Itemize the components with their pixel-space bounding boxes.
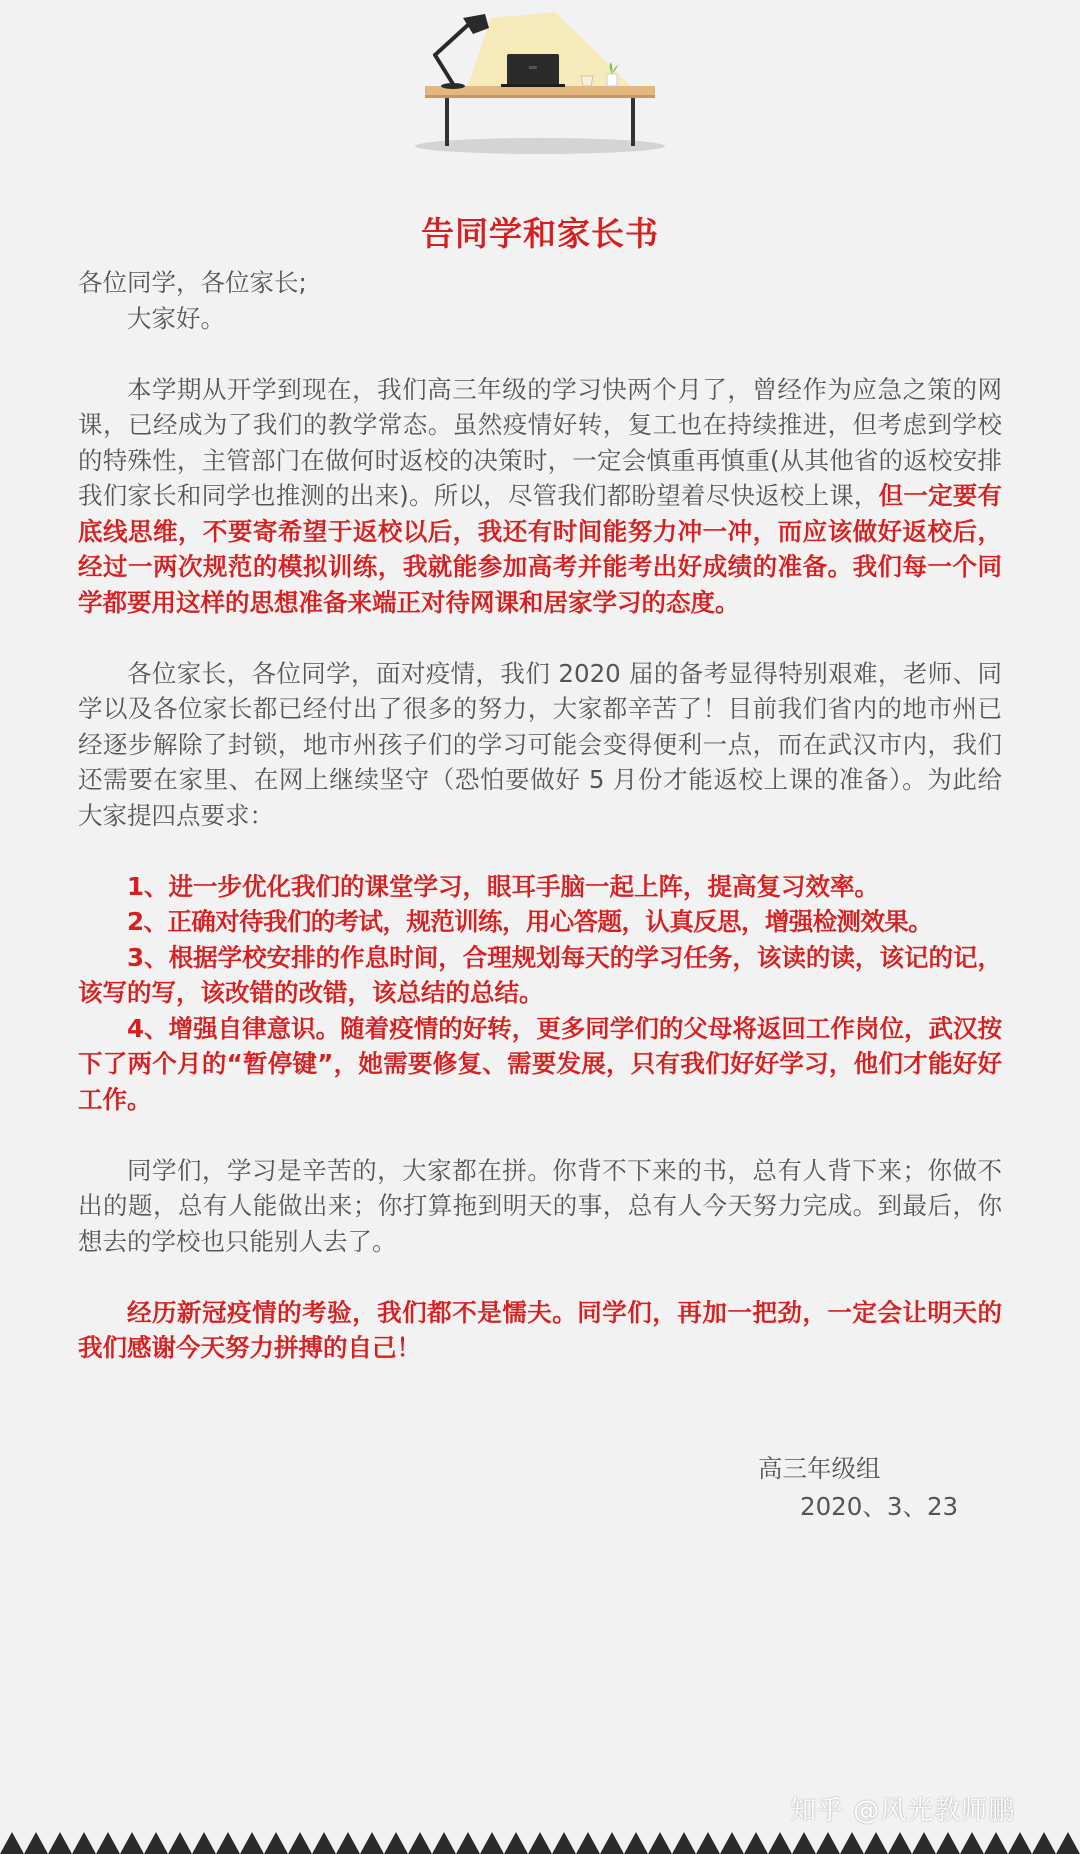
paragraph-2: 各位家长，各位同学，面对疫情，我们 2020 届的备考显得特别艰难，老师、同学以及各位家长都已经付出了很多的努力，大家都辛苦了！目前我们省内的地市州已经逐步解除了封锁，地市州孩子们的学习可能会变得便利一点，而在武汉市内，我们还需要在家里、在网上继续坚守（恐怕要做好 5 月份才能返校上课的准备）。为此给大家提四点要求： xyxy=(78,658,1002,830)
requirement-3: 3、根据学校安排的作息时间，合理规划每天的学习任务，该读的读，该记的记，该写的写，该改错的改错，该总结的总结。 xyxy=(78,942,1002,1007)
letter-title: 告同学和家长书 xyxy=(421,214,659,253)
signature-block xyxy=(758,1450,958,1526)
desk-shadow xyxy=(415,138,665,154)
zhihu-watermark: 知乎 @风光教师鹏 xyxy=(790,1796,1016,1826)
paragraph-1-emphasis: 但一定要有底线思维，不要寄希望于返校以后，我还有时间能努力冲一冲，而应该做好返校后，经过一两次规范的模拟训练，我就能参加高考并能考出好成绩的准备。我们每一个同学都要用这样的思想准备来端正对待网课和居家学习的态度。 xyxy=(78,481,1002,617)
laptop-icon xyxy=(507,54,559,86)
paragraph-1 xyxy=(78,372,1002,621)
desk-lamp-illustration xyxy=(405,10,675,160)
paragraph-1-text: 本学期从开学到现在，我们高三年级的学习快两个月了，曾经作为应急之策的网课，已经成为了我们的教学常态。虽然疫情好转，复工也在持续推进，但考虑到学校的特殊性，主管部门在做何时返校的决策时，一定会慎重再慎重(从其他省的返校安排我们家长和同学也推测的出来)。所以，尽管我们都盼望着尽快返校上课， xyxy=(78,374,1002,510)
requirement-1: 1、进一步优化我们的课堂学习，眼耳手脑一起上阵，提高复习效率。 xyxy=(127,871,880,901)
letter-body xyxy=(78,265,1002,1366)
requirement-4: 4、增强自律意识。随着疫情的好转，更多同学们的父母将返回工作岗位，武汉按下了两个月的“暂停键”，她需要修复、需要发展，只有我们好好学习，他们才能好好工作。 xyxy=(78,1013,1002,1114)
signature-name: 高三年级组 xyxy=(758,1454,881,1483)
greeting: 大家好。 xyxy=(127,303,225,333)
salutation: 各位同学，各位家长; xyxy=(78,268,307,297)
paragraph-3: 同学们，学习是辛苦的，大家都在拼。你背不下来的书，总有人背下来；你做不出的题，总有人能做出来；你打算拖到明天的事，总有人今天努力完成。到最后，你想去的学校也只能别人去了。 xyxy=(78,1155,1002,1256)
desk-leg-left xyxy=(445,98,449,146)
lamp-head xyxy=(463,14,489,34)
desk-leg-right xyxy=(631,98,635,146)
closing-paragraph: 经历新冠疫情的考验，我们都不是懦夫。同学们，再加一把劲，一定会让明天的我们感谢今天努力拼搏的自己！ xyxy=(78,1297,1002,1362)
sawtooth-border xyxy=(0,1832,1080,1854)
cup-icon xyxy=(581,76,593,86)
signature-date: 2020、3、23 xyxy=(800,1492,959,1521)
plant-pot-icon xyxy=(607,74,617,86)
requirement-2: 2、正确对待我们的考试，规范训练，用心答题，认真反思，增强检测效果。 xyxy=(127,907,933,936)
